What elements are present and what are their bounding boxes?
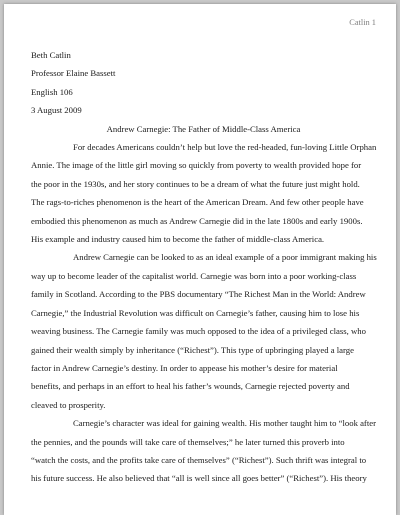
paragraph-line: Carnegie’s character was ideal for gaining wealth. His mother taught him to “look after: [73, 418, 376, 429]
paragraph-line: weaving business. The Carnegie family was much opposed to the idea of a privileged class, who: [31, 326, 366, 337]
paragraph-line: Annie. The image of the little girl moving so quickly from poverty to wealth provided hope for: [31, 160, 362, 171]
paragraph-line: The rags-to-riches phenomenon is the heart of the American Dream. And few other people have: [31, 197, 364, 208]
paragraph-line: way up to become leader of the capitalist world. Carnegie was born into a poor working-class: [31, 270, 357, 281]
paragraph-line: the pennies, and the pounds will take care of themselves;” he later turned this proverb into: [31, 436, 345, 447]
paragraph-line: “watch the costs, and the profits take care of themselves” (“Richest”). Such thrift was integral to: [31, 454, 367, 465]
instructor-name: Professor Elaine Bassett: [31, 68, 116, 79]
submission-date: 3 August 2009: [31, 105, 82, 116]
course-name: English 106: [31, 86, 73, 97]
running-head: Catlin 1: [349, 18, 376, 27]
document-body: [31, 46, 376, 488]
paragraph-line: Carnegie,” the Industrial Revolution was difficult on Carnegie’s father, causing him to lose his: [31, 307, 360, 318]
paragraph-line: cleaved to prosperity.: [31, 399, 106, 410]
paragraph-line: benefits, and perhaps in an effort to heal his father’s wounds, Carnegie rejected poverty and: [31, 381, 350, 392]
paragraph-line: gained their wealth simply by inheritance (“Richest”). This type of upbringing played a large: [31, 344, 354, 355]
paragraph-line: embodied this phenomenon as much as Andrew Carnegie did in the late 1800s and early 1900s.: [31, 215, 363, 226]
document-page: [4, 4, 396, 515]
paragraph-1: [31, 138, 376, 248]
paragraph-line: family in Scotland. According to the PBS documentary “The Richest Man in the World: Andrew: [31, 289, 366, 300]
paragraph-line: For decades Americans couldn’t help but love the red-headed, fun-loving Little Orphan: [73, 142, 377, 153]
paragraph-line: Andrew Carnegie can be looked to as an ideal example of a poor immigrant making his: [73, 252, 377, 263]
paragraph-line: his future success. He also believed that “all is well since all goes better” (“Richest”). His theory: [31, 473, 367, 484]
paragraph-2: [31, 248, 376, 414]
author-name: Beth Catlin: [31, 50, 71, 60]
paragraph-line: His example and industry caused him to become the father of middle-class America.: [31, 234, 325, 245]
essay-title: Andrew Carnegie: The Father of Middle-Class America: [106, 123, 301, 134]
paragraph-3: [31, 414, 376, 488]
paragraph-line: the poor in the 1930s, and her story continues to be a dream of what the future just might hold.: [31, 178, 360, 189]
paragraph-line: factor in Andrew Carnegie’s destiny. In order to appease his mother’s desire for material: [31, 362, 338, 373]
